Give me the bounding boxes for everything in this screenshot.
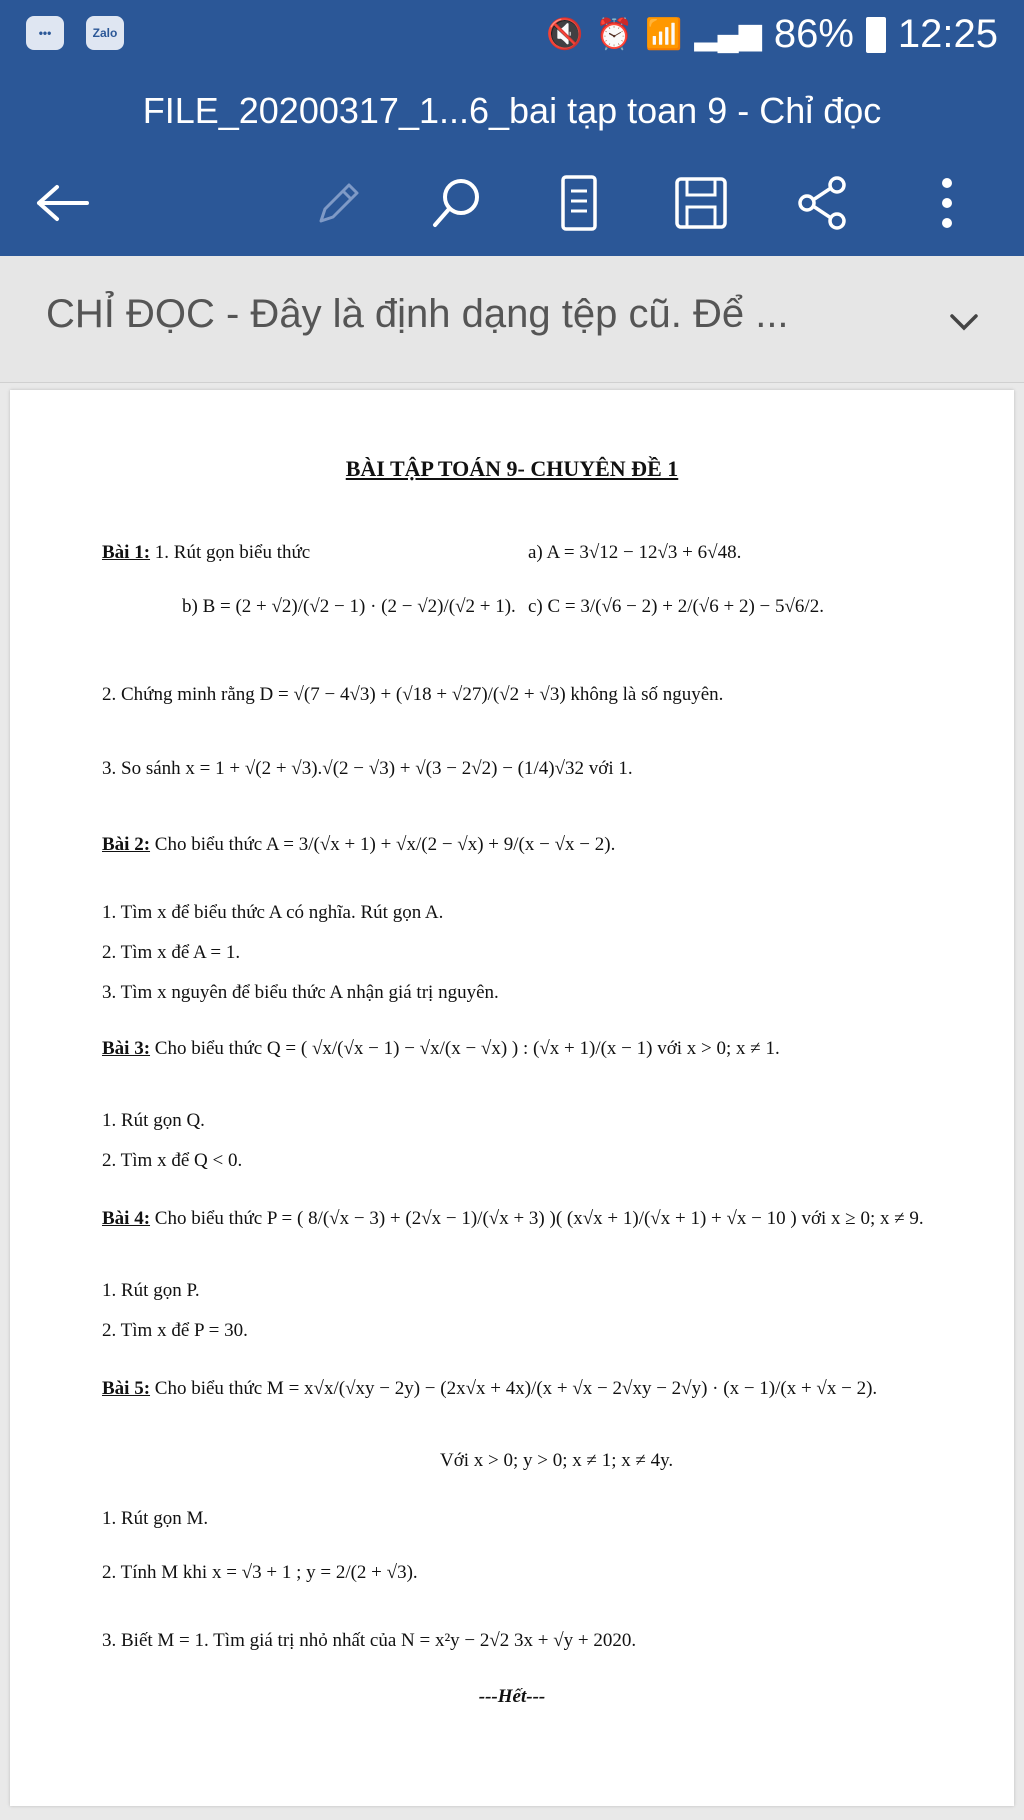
bai-1-a: a) A = 3√12 − 12√3 + 6√48. [528, 542, 742, 563]
document-title: FILE_20200317_1...6_bai tạp toan 9 - Chỉ đọc [0, 76, 1024, 146]
back-arrow-icon [35, 183, 91, 223]
pencil-icon [309, 175, 365, 231]
signal-icon: ▂▄▆ [694, 18, 762, 51]
bai-1-part-2: 2. Chứng minh rằng D = √(7 − 4√3) + (√18 + √27)/(√2 + √3) không là số nguyên. [102, 684, 724, 705]
more-options-button[interactable] [912, 168, 982, 238]
bai-3-item-2: 2. Tìm x để Q < 0. [102, 1150, 243, 1171]
clock: 12:25 [897, 12, 998, 56]
read-only-banner[interactable] [0, 256, 1024, 383]
doc-title: BÀI TẬP TOÁN 9- CHUYÊN ĐỀ 1 [345, 456, 679, 481]
mute-icon: 🔇 [546, 18, 584, 51]
more-vertical-icon [937, 173, 957, 233]
bai-1-part-3: 3. So sánh x = 1 + √(2 + √3).√(2 − √3) + √(3 − 2√2) − (1/4)√32 với 1. [102, 758, 633, 779]
battery-icon [866, 17, 886, 53]
status-bar [0, 0, 1024, 76]
bai-4-heading: Bài 4: Cho biểu thức P = ( 8/(√x − 3) + (2√x − 1)/(√x + 3) )( (x√x + 1)/(√x + 1) + √x − 10 ) với x ≥ 0; x ≠ 9. [102, 1208, 924, 1229]
document-end-mark: ---Hết--- [478, 1686, 546, 1707]
document-page[interactable] [10, 390, 1014, 1806]
search-icon [427, 173, 487, 233]
bai-1-b: b) B = (2 + √2)/(√2 − 1) · (2 − √2)/(√2 + 1). [182, 596, 516, 617]
share-icon [793, 173, 853, 233]
document-view-icon [557, 173, 601, 233]
share-button[interactable] [788, 168, 858, 238]
alarm-icon: ⏰ [595, 18, 634, 51]
bai-3-heading: Bài 3: Cho biểu thức Q = ( √x/(√x − 1) − √x/(x − √x) ) : (√x + 1)/(x − 1) với x > 0; x ≠ 1. [102, 1038, 780, 1059]
back-button[interactable] [28, 168, 98, 238]
reading-view-button[interactable] [544, 168, 614, 238]
zalo-notification-icon: Zalo [86, 16, 124, 50]
bai-5-item-2: 2. Tính M khi x = √3 + 1 ; y = 2/(2 + √3). [102, 1562, 418, 1583]
edit-button[interactable] [302, 168, 372, 238]
wifi-icon: 📶 [645, 18, 683, 51]
bai-1-heading: Bài 1: 1. Rút gọn biểu thức [102, 542, 311, 563]
bai-2-item-2: 2. Tìm x để A = 1. [102, 942, 241, 963]
bai-2-heading: Bài 2: Cho biểu thức A = 3/(√x + 1) + √x/(2 − √x) + 9/(x − √x − 2). [102, 834, 616, 855]
search-button[interactable] [422, 168, 492, 238]
bai-2-item-1: 1. Tìm x để biểu thức A có nghĩa. Rút gọn A. [102, 902, 444, 923]
chevron-down-icon[interactable] [944, 302, 984, 342]
bai-5-item-3: 3. Biết M = 1. Tìm giá trị nhỏ nhất của N = x²y − 2√2 3x + √y + 2020. [102, 1630, 637, 1651]
banner-text: CHỈ ĐỌC - Đây là định dạng tệp cũ. Để ... [46, 292, 789, 336]
bai-3-item-1: 1. Rút gọn Q. [102, 1110, 205, 1131]
save-icon [671, 173, 731, 233]
bai-4-item-2: 2. Tìm x để P = 30. [102, 1320, 248, 1341]
battery-percent: 86% [773, 12, 854, 56]
toolbar [0, 146, 1024, 256]
bai-5-condition: Với x > 0; y > 0; x ≠ 1; x ≠ 4y. [440, 1450, 674, 1471]
message-notification-icon: ••• [26, 16, 64, 50]
bai-1-c: c) C = 3/(√6 − 2) + 2/(√6 + 2) − 5√6/2. [528, 596, 824, 617]
save-button[interactable] [666, 168, 736, 238]
bai-5-heading: Bài 5: Cho biểu thức M = x√x/(√xy − 2y) − (2x√x + 4x)/(x + √x − 2√xy − 2√y) · (x − 1)/(x + √x − 2). [102, 1378, 878, 1399]
bai-2-item-3: 3. Tìm x nguyên để biểu thức A nhận giá trị nguyên. [102, 982, 499, 1003]
bai-5-item-1: 1. Rút gọn M. [102, 1508, 209, 1529]
bai-4-item-1: 1. Rút gọn P. [102, 1280, 200, 1301]
